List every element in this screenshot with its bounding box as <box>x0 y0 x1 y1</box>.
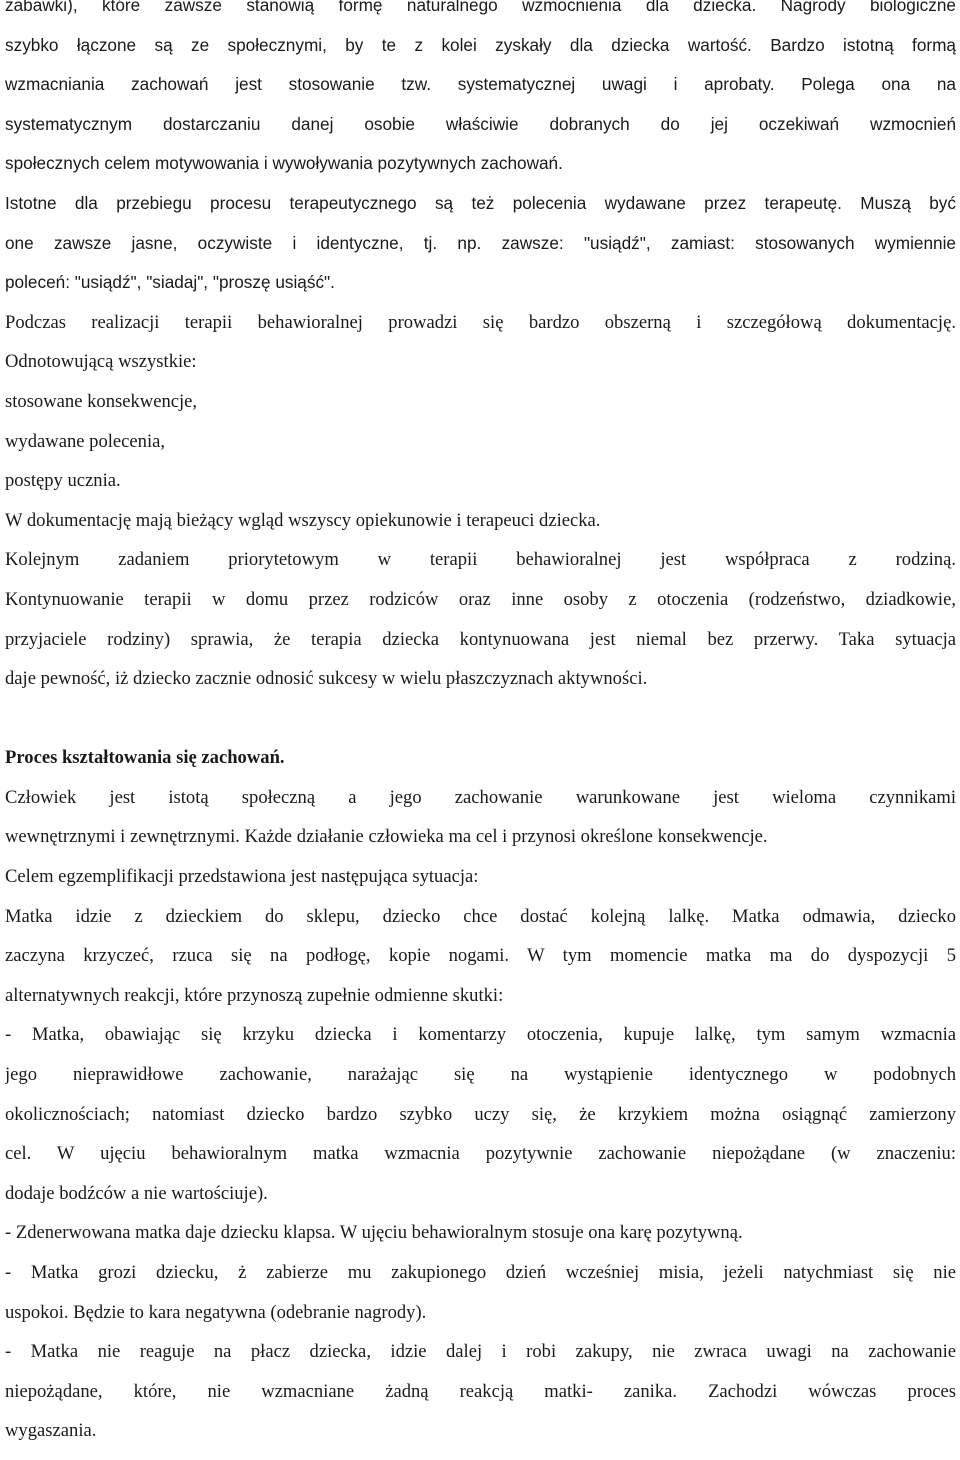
text-line: Podczas realizacji terapii behawioralnej prowadzi się bardzo obszerną i szczegółową dokumentację. <box>5 311 956 333</box>
section-heading: Proces kształtowania się zachowań. <box>5 747 285 769</box>
reaction-4 <box>5 1332 956 1451</box>
reaction-3 <box>5 1253 956 1332</box>
text-line: zabawki), które zawsze stanowią formę naturalnego wzmocnienia dla dziecka. Nagrody biologiczne <box>5 0 956 15</box>
text-line: Kolejnym zadaniem priorytetowym w terapii behawioralnej jest współpraca z rodziną. <box>5 549 956 571</box>
paragraph-family <box>5 540 956 698</box>
text-line: wygaszania. <box>5 1420 97 1442</box>
paragraph-situation <box>5 897 956 1016</box>
paragraph-documentation <box>5 303 956 541</box>
text-line: cel. W ujęciu behawioralnym matka wzmacnia pozytywnie zachowanie niepożądane (w znaczeniu: <box>5 1143 956 1165</box>
text-line: Odnotowującą wszystkie: <box>5 351 197 373</box>
text-line: wewnętrznymi i zewnętrznymi. Każde działanie człowieka ma cel i przynosi określone konsekwencje. <box>5 826 768 848</box>
text-line: alternatywnych reakcji, które przynoszą zupełnie odmienne skutki: <box>5 984 504 1006</box>
text-line: daje pewność, iż dziecko zacznie odnosić sukcesy w wielu płaszczyznach aktywności. <box>5 668 648 690</box>
text-line: Człowiek jest istotą społeczną a jego zachowanie warunkowane jest wieloma czynnikami <box>5 786 956 808</box>
text-line: okolicznościach; natomiast dziecko bardzo szybko uczy się, że krzykiem można osiągnąć zamierzony <box>5 1103 956 1125</box>
text-line: - Matka nie reaguje na płacz dziecka, idzie dalej i robi zakupy, nie zwraca uwagi na zachowanie <box>5 1341 956 1363</box>
reaction-1 <box>5 1015 956 1213</box>
text-line: poleceń: "usiądź", "siadaj", "proszę usiąść". <box>5 272 335 293</box>
blank-line <box>5 699 956 739</box>
text-line: dodaje bodźców a nie wartościuje). <box>5 1182 268 1204</box>
situation-intro: Celem egzemplifikacji przedstawiona jest następująca sytuacja: <box>5 866 479 888</box>
text-line: zaczyna krzyczeć, rzuca się na podłogę, kopie nogami. W tym momencie matka ma do dyspozycji 5 <box>5 945 956 967</box>
text-line: - Matka grozi dziecku, ż zabierze mu zakupionego dzień wcześniej misia, jeżeli natychmiast się nie <box>5 1262 956 1283</box>
text-line: wzmacniania zachowań jest stosowanie tzw. systematycznej uwagi i aprobaty. Polega ona na <box>5 74 956 95</box>
text-line: niepożądane, które, nie wzmacniane żadną reakcją matki- zanika. Zachodzi wówczas proces <box>5 1380 956 1402</box>
text-line: Kontynuowanie terapii w domu przez rodziców oraz inne osoby z otoczenia (rodzeństwo, dziadkowie, <box>5 588 956 610</box>
reaction-2: - Zdenerwowana matka daje dziecku klapsa. W ujęciu behawioralnym stosuje ona karę pozytywną. <box>5 1222 743 1244</box>
list-item: wydawane polecenia, <box>5 430 166 452</box>
text-line: przyjaciele rodziny) sprawia, że terapia dziecka kontynuowana jest niemal bez przerwy. Taka sytuacja <box>5 628 956 650</box>
text-line: jego nieprawidłowe zachowanie, narażając się na wystąpienie identycznego w podobnych <box>5 1064 956 1086</box>
paragraph-commands <box>5 184 956 303</box>
text-line: Istotne dla przebiegu procesu terapeutycznego są też polecenia wydawane przez terapeutę. Muszą być <box>5 192 956 213</box>
text-line: one zawsze jasne, oczywiste i identyczne, tj. np. zawsze: "usiądź", zamiast: stosowanych wymiennie <box>5 232 956 253</box>
text-line: szybko łączone są ze społecznymi, by te z kolei zyskały dla dziecka wartość. Bardzo istotną formą <box>5 34 956 55</box>
list-item: stosowane konsekwencje, <box>5 390 198 412</box>
paragraph-human <box>5 778 956 857</box>
text-line: uspokoi. Będzie to kara negatywna (odebranie nagrody). <box>5 1301 427 1323</box>
text-line: - Matka, obawiając się krzyku dziecka i komentarzy otoczenia, kupuje lalkę, tym samym wzmacnia <box>5 1024 956 1046</box>
paragraph-reinforcement <box>5 0 956 184</box>
text-line: społecznych celem motywowania i wywoływania pozytywnych zachowań. <box>5 153 563 174</box>
text-line: Matka idzie z dzieckiem do sklepu, dziecko chce dostać kolejną lalkę. Matka odmawia, dziecko <box>5 905 956 927</box>
text-line: W dokumentację mają bieżący wgląd wszyscy opiekunowie i terapeuci dziecka. <box>5 509 601 531</box>
list-item: postępy ucznia. <box>5 470 121 492</box>
text-line: systematycznym dostarczaniu danej osobie właściwie dobranych do jej oczekiwań wzmocnień <box>5 113 956 134</box>
